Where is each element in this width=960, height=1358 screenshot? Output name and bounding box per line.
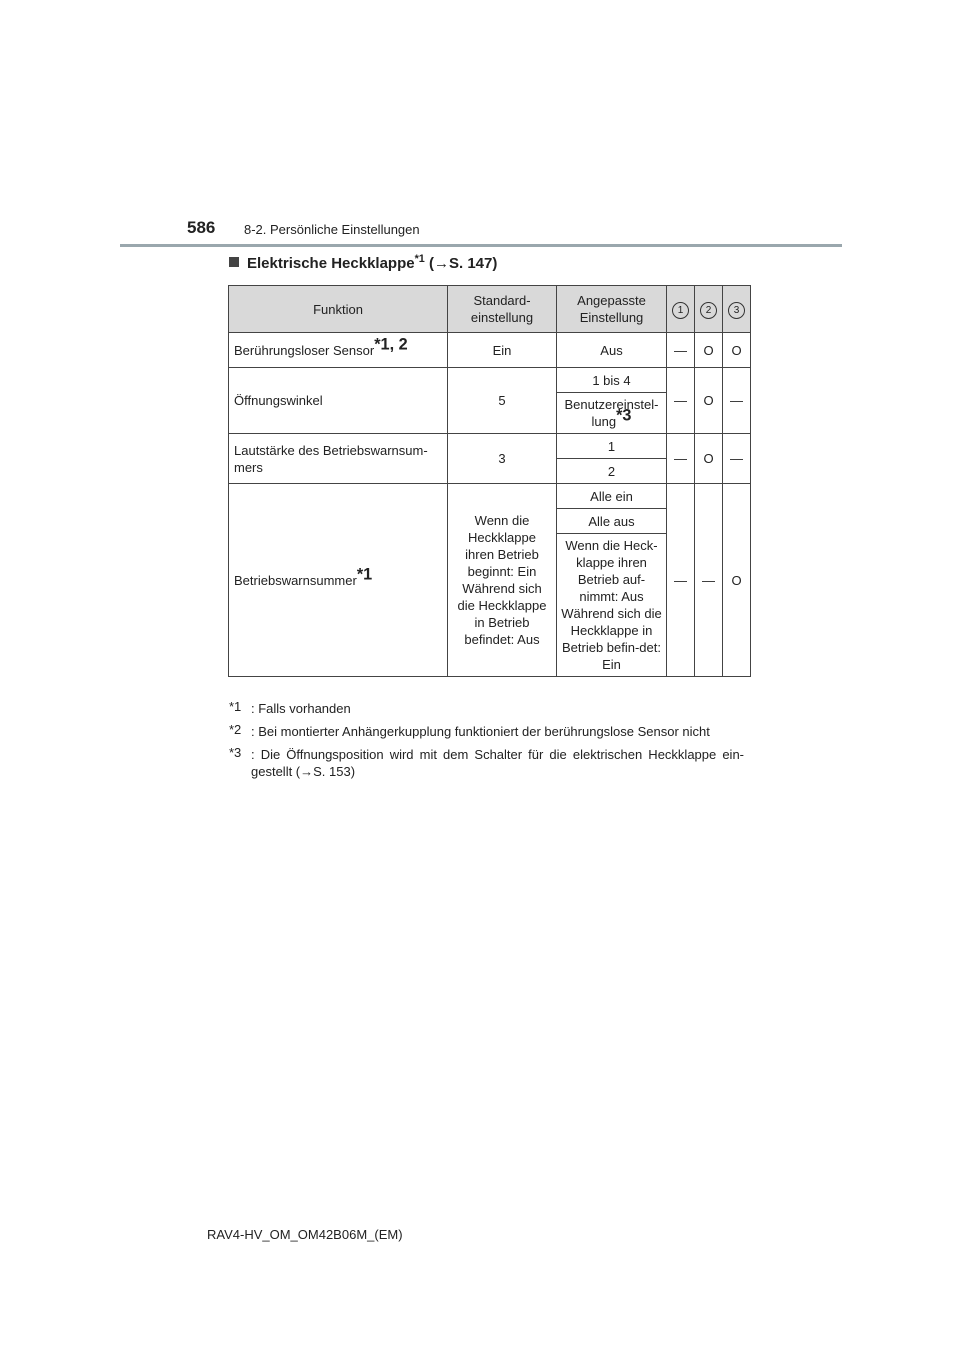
funktion-ref: *1, 2 bbox=[374, 335, 408, 354]
section-title bbox=[229, 255, 497, 272]
cell-option: Wenn die Heck-klappe ihren Betrieb auf-nimmt: Aus Während sich die Heckklappe in Betrieb befin-det: Ein bbox=[557, 534, 667, 677]
cell-c2: — bbox=[695, 484, 723, 677]
cell-standard: Wenn die Heckklappe ihren Betrieb beginnt: Ein Während sich die Heckklappe in Betrieb befindet: Aus bbox=[448, 484, 557, 677]
circled-1-icon: 1 bbox=[672, 302, 689, 319]
table-row bbox=[229, 333, 751, 368]
footnote-mark: *2 bbox=[229, 722, 242, 737]
footnote bbox=[229, 723, 744, 740]
cell-c3: O bbox=[723, 333, 751, 368]
settings-table bbox=[228, 285, 751, 677]
cell-c3: — bbox=[723, 368, 751, 434]
cell-c1: — bbox=[667, 368, 695, 434]
cell-option: 1 bbox=[557, 434, 667, 459]
footnote-text: : Die Öffnungsposition wird mit dem Schalter für die elektrischen Heckklappe ein-gestellt (→S. 153) bbox=[251, 747, 744, 779]
funktion-text: Berührungsloser Sensor bbox=[234, 342, 375, 358]
section-page-ref: (→S. 147) bbox=[428, 255, 498, 272]
option-ref: *3 bbox=[616, 406, 632, 425]
cell-c1: — bbox=[667, 484, 695, 677]
cell-c3: O bbox=[723, 484, 751, 677]
circled-3-icon: 3 bbox=[728, 302, 745, 319]
footnote bbox=[229, 746, 744, 780]
cell-funktion: Lautstärke des Betriebswarnsum-mers bbox=[229, 434, 448, 484]
header-col-3 bbox=[723, 286, 751, 333]
table-row bbox=[229, 368, 751, 393]
cell-option: Alle ein bbox=[557, 484, 667, 509]
cell-option: Alle aus bbox=[557, 509, 667, 534]
cell-standard: 5 bbox=[448, 368, 557, 434]
cell-c1: — bbox=[667, 434, 695, 484]
footnotes bbox=[229, 700, 744, 786]
header-col-1 bbox=[667, 286, 695, 333]
table-row bbox=[229, 434, 751, 459]
cell-option bbox=[557, 393, 667, 434]
header-angepasst: Angepasste Einstellung bbox=[557, 286, 667, 333]
cell-funktion bbox=[229, 484, 448, 677]
section-footnote-ref: *1 bbox=[414, 253, 425, 265]
page-number: 586 bbox=[187, 218, 216, 237]
cell-c2: O bbox=[695, 333, 723, 368]
funktion-ref: *1 bbox=[356, 565, 373, 584]
footnote-text: : Bei montierter Anhängerkupplung funktioniert der berührungslose Sensor nicht bbox=[251, 724, 710, 739]
cell-option: 1 bis 4 bbox=[557, 368, 667, 393]
section-title-text: Elektrische Heckklappe bbox=[247, 255, 415, 272]
cell-c2: O bbox=[695, 368, 723, 434]
cell-funktion bbox=[229, 333, 448, 368]
document-code: RAV4-HV_OM_OM42B06M_(EM) bbox=[207, 1227, 403, 1242]
cell-option: Aus bbox=[557, 333, 667, 368]
table-header-row bbox=[229, 286, 751, 333]
footnote-mark: *1 bbox=[229, 699, 242, 714]
header-funktion: Funktion bbox=[229, 286, 448, 333]
cell-c2: O bbox=[695, 434, 723, 484]
footnote bbox=[229, 700, 744, 717]
cell-standard: Ein bbox=[448, 333, 557, 368]
header-divider bbox=[120, 244, 842, 247]
table-row bbox=[229, 484, 751, 509]
header-col-2 bbox=[695, 286, 723, 333]
funktion-text: Betriebswarnsummer bbox=[234, 572, 357, 588]
cell-standard: 3 bbox=[448, 434, 557, 484]
chapter-title: 8-2. Persönliche Einstellungen bbox=[244, 222, 420, 237]
square-bullet-icon bbox=[229, 257, 239, 267]
cell-c1: — bbox=[667, 333, 695, 368]
cell-c3: — bbox=[723, 434, 751, 484]
circled-2-icon: 2 bbox=[700, 302, 717, 319]
header-standard: Standard-einstellung bbox=[448, 286, 557, 333]
footnote-text: : Falls vorhanden bbox=[251, 701, 351, 716]
footnote-mark: *3 bbox=[229, 745, 242, 760]
cell-option: 2 bbox=[557, 459, 667, 484]
option-text: Benutzereinstel-lung bbox=[564, 397, 659, 429]
cell-funktion: Öffnungswinkel bbox=[229, 368, 448, 434]
